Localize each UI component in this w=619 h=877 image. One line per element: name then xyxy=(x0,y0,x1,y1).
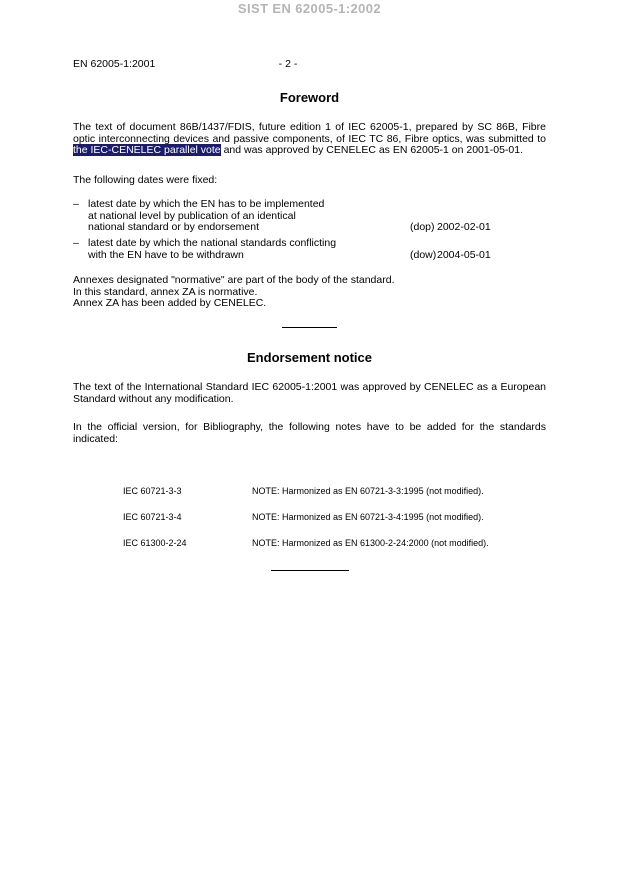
date-item-dop xyxy=(73,199,546,234)
list-dash: – xyxy=(73,198,79,210)
foreword-paragraph xyxy=(73,122,546,157)
foreword-paragraph-part2: and was approved by CENELEC as EN 62005-1 on 2001-05-01. xyxy=(220,144,524,156)
watermark-header: SIST EN 62005-1:2002 xyxy=(237,1,382,16)
dop-code: (dop) xyxy=(410,221,435,233)
annex-line: In this standard, annex ZA is normative. xyxy=(73,285,258,298)
note-text: NOTE: Harmonized as EN 60721-3-4:1995 (not modified). xyxy=(252,512,484,522)
document-number: EN 62005-1:2001 xyxy=(73,58,156,70)
date-item-line: with the EN have to be withdrawn xyxy=(88,248,244,261)
dates-intro: The following dates were fixed: xyxy=(73,174,218,186)
endorsement-paragraph-2: In the official version, for Bibliography, the following notes have to be added for the standards indicated: xyxy=(73,421,546,445)
closing-divider xyxy=(271,570,349,571)
dow-code: (dow) xyxy=(410,248,437,261)
date-item-line: national standard or by endorsement xyxy=(88,221,260,233)
note-standard: IEC 61300-2-24 xyxy=(123,538,187,548)
highlighted-text: the IEC-CENELEC parallel vote xyxy=(73,144,221,156)
dow-date: 2004-05-01 xyxy=(437,248,491,261)
note-text: NOTE: Harmonized as EN 61300-2-24:2000 (not modified). xyxy=(252,538,489,548)
annex-line: Annexes designated "normative" are part of the body of the standard. xyxy=(73,274,395,286)
date-item-line: at national level by publication of an identical xyxy=(88,209,296,222)
foreword-title: Foreword xyxy=(279,90,340,105)
note-standard: IEC 60721-3-4 xyxy=(123,512,182,522)
date-item-line: latest date by which the EN has to be implemented xyxy=(88,198,325,210)
dop-date: 2002-02-01 xyxy=(437,221,491,233)
note-row xyxy=(73,486,546,498)
endorsement-title: Endorsement notice xyxy=(247,350,372,365)
endorsement-paragraph-1: The text of the International Standard IEC 62005-1:2001 was approved by CENELEC as a European Standard without any modification. xyxy=(73,381,546,405)
list-dash: – xyxy=(73,237,79,249)
foreword-paragraph-part1: The text of document 86B/1437/FDIS, future edition 1 of IEC 62005-1, prepared by SC 86B, Fibre optic interconnecting devices and passive components, of IEC TC 86, Fibre optics, was submitted to xyxy=(73,121,546,145)
note-standard: IEC 60721-3-3 xyxy=(123,486,182,496)
page-number: - 2 - xyxy=(278,58,298,70)
date-item-line: latest date by which the national standards conflicting xyxy=(88,237,337,249)
annex-statement xyxy=(73,275,546,310)
note-text: NOTE: Harmonized as EN 60721-3-3:1995 (not modified). xyxy=(252,486,484,496)
note-row xyxy=(73,512,546,524)
section-divider xyxy=(282,327,337,328)
note-row xyxy=(73,538,546,550)
annex-line: Annex ZA has been added by CENELEC. xyxy=(73,297,267,309)
date-item-dow xyxy=(73,238,546,261)
